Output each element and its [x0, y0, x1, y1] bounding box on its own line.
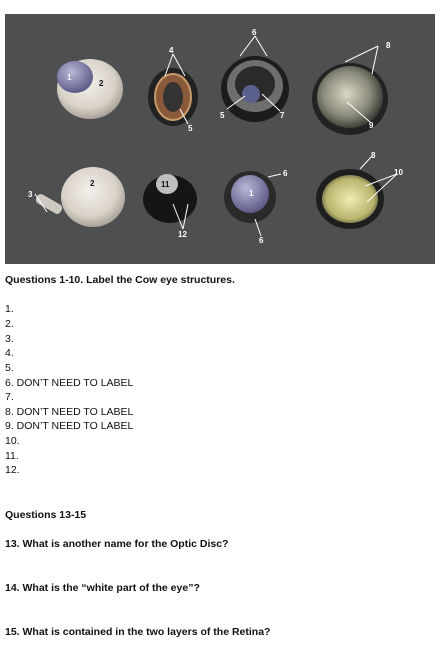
figure-label-6c: 6 [259, 236, 264, 245]
answer-line-12: 12. [5, 464, 20, 476]
eye-1-anterior [57, 59, 123, 119]
answer-line-10: 10. [5, 435, 20, 447]
figure-label-5b: 5 [220, 111, 225, 120]
eye-3-anterior-cut [221, 56, 289, 122]
figure-label-11: 11 [161, 180, 170, 189]
cow-eye-dissection-photo [5, 14, 435, 264]
answer-line-11: 11. [5, 450, 19, 462]
figure-label-1: 1 [67, 73, 72, 82]
answer-line-8: 8. DON’T NEED TO LABEL [5, 406, 134, 418]
figure-label-3: 3 [28, 190, 33, 199]
questions-1-10-heading: Questions 1-10. Label the Cow eye structures. [5, 274, 235, 286]
figure-label-2b: 2 [90, 179, 95, 188]
figure-label-6: 6 [252, 28, 257, 37]
answer-line-3: 3. [5, 333, 14, 345]
question-15: 15. What is contained in the two layers of the Retina? [5, 626, 271, 638]
figure-label-8: 8 [386, 41, 391, 50]
eye-2-lens-iris [148, 68, 198, 126]
figure-label-6b: 6 [283, 169, 288, 178]
answer-line-6: 6. DON’T NEED TO LABEL [5, 377, 134, 389]
answer-line-5: 5. [5, 362, 14, 374]
figure-label-4: 4 [169, 46, 174, 55]
eye-4-posterior-cup [312, 63, 388, 135]
figure-label-12: 12 [178, 230, 187, 239]
question-14: 14. What is the “white part of the eye”? [5, 582, 200, 594]
figure-label-1b: 1 [249, 189, 254, 198]
figure-label-2: 2 [99, 79, 104, 88]
answer-line-1: 1. [5, 303, 14, 315]
answer-line-4: 4. [5, 347, 14, 359]
answer-line-9: 9. DON’T NEED TO LABEL [5, 420, 134, 432]
figure-label-7: 7 [280, 111, 285, 120]
figure-label-9: 9 [369, 121, 374, 130]
answer-line-7: 7. [5, 391, 14, 403]
question-13: 13. What is another name for the Optic Disc? [5, 538, 229, 550]
figure-label-5: 5 [188, 124, 193, 133]
figure-label-8b: 8 [371, 151, 376, 160]
eye-8-retina-cup [316, 169, 384, 229]
figure-label-10: 10 [394, 168, 403, 177]
photo-background [5, 14, 435, 264]
answer-line-2: 2. [5, 318, 14, 330]
questions-13-15-heading: Questions 13-15 [5, 509, 87, 521]
